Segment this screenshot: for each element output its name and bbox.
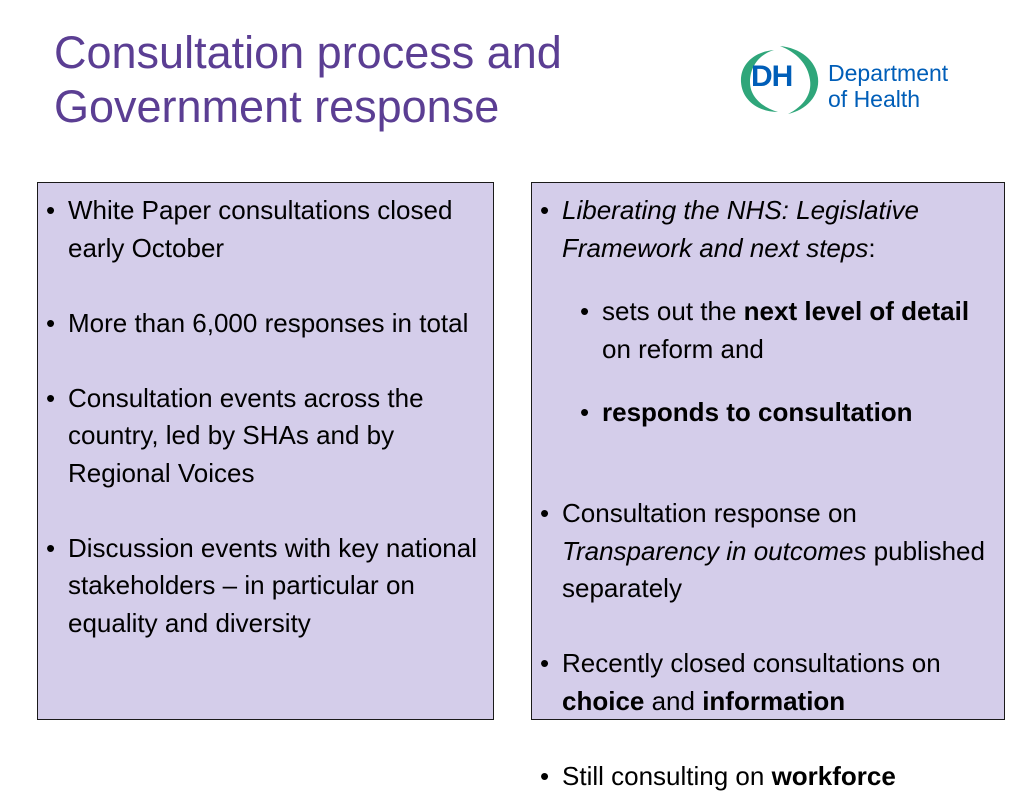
right-item-1: • Liberating the NHS: Legislative Framework and next steps:	[540, 192, 998, 267]
bullet: •	[540, 192, 549, 230]
title-line-2: Government response	[54, 80, 694, 134]
bullet: •	[580, 293, 589, 331]
right-content-box	[531, 182, 1005, 720]
title-line-1: Consultation process and	[54, 26, 694, 80]
document-title: Liberating the NHS: Legislative Framework and next steps	[562, 195, 919, 263]
left-item-3: • Consultation events across the country, led by SHAs and by Regional Voices	[46, 380, 487, 493]
department-of-health-logo	[738, 42, 978, 118]
right-item-2: • Consultation response on Transparency in outcomes published separately	[540, 495, 998, 608]
logo-wordmark	[828, 60, 948, 112]
slide-title	[54, 26, 694, 134]
bullet: •	[580, 394, 589, 432]
right-item-3: • Recently closed consultations on choice and information	[540, 645, 998, 720]
right-item-4: • Still consulting on workforce	[540, 758, 998, 795]
right-subitem-1: • sets out the next level of detail on reform and	[540, 293, 998, 368]
bullet: •	[540, 495, 549, 533]
right-subitem-2: • responds to consultation	[540, 394, 998, 432]
logo-line-2: of Health	[828, 86, 948, 112]
bullet: •	[46, 305, 55, 343]
logo-dh-text: DH	[751, 60, 792, 94]
bullet: •	[540, 645, 549, 683]
logo-line-1: Department	[828, 60, 948, 86]
bullet: •	[46, 380, 55, 418]
bullet: •	[46, 192, 55, 230]
left-content-box	[37, 182, 494, 720]
bullet: •	[540, 758, 549, 795]
left-item-2: • More than 6,000 responses in total	[46, 305, 487, 343]
bullet: •	[46, 530, 55, 568]
left-item-1: • White Paper consultations closed early October	[46, 192, 487, 267]
left-item-4: • Discussion events with key national stakeholders – in particular on equality and diversity	[46, 530, 487, 643]
